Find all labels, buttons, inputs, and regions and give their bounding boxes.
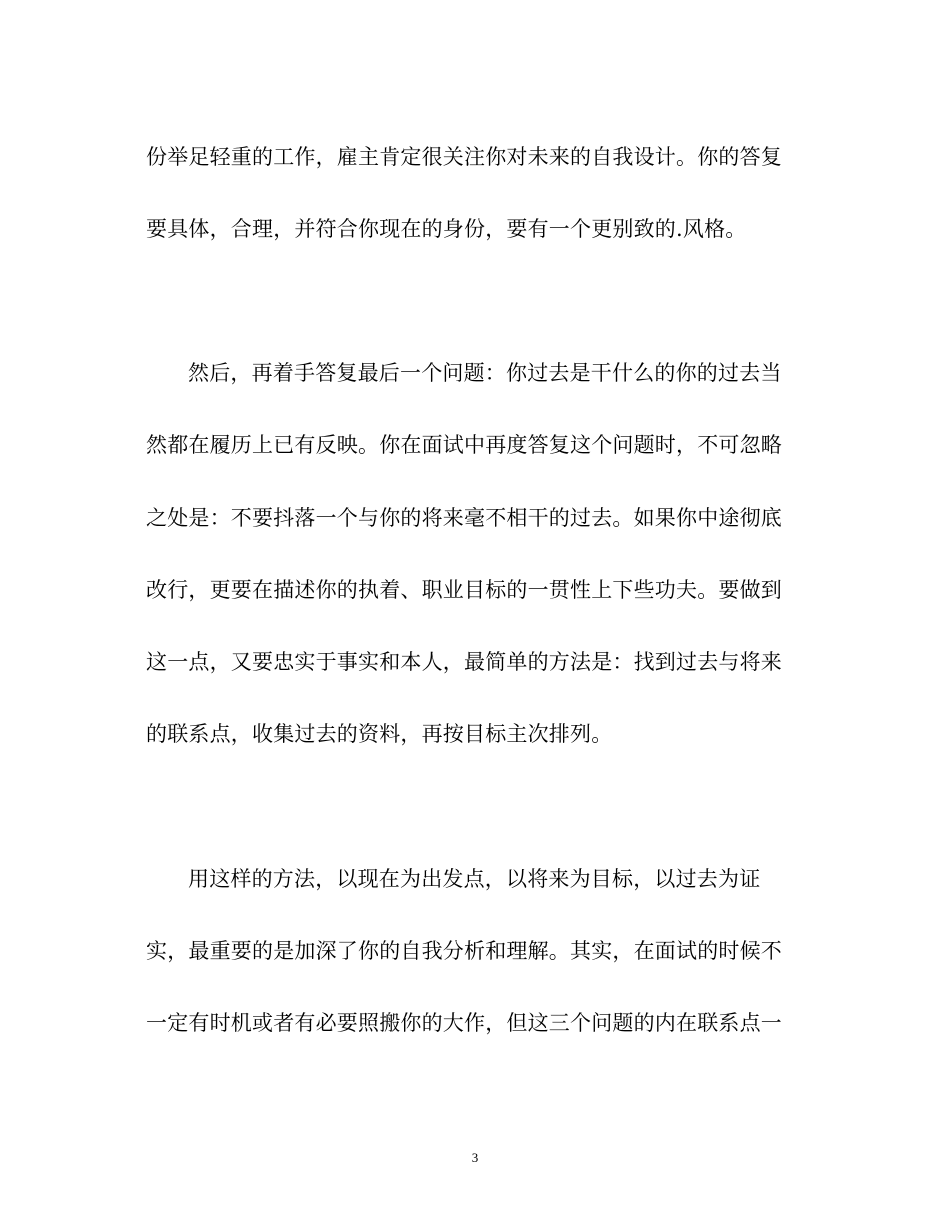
paragraph-3-line-1: 用这样的方法，以现在为出发点，以将来为目标，以过去为证 bbox=[188, 867, 761, 891]
paragraph-2-line-2: 然都在履历上已有反映。你在面试中再度答复这个问题时，不可忽略 bbox=[146, 433, 782, 457]
paragraph-2-line-6: 的联系点，收集过去的资料，再按目标主次排列。 bbox=[146, 722, 613, 746]
paragraph-2-line-3: 之处是：不要抖落一个与你的将来毫不相干的过去。如果你中途彻底 bbox=[146, 506, 782, 530]
paragraph-2-line-4: 改行，更要在描述你的执着、职业目标的一贯性上下些功夫。要做到 bbox=[146, 578, 782, 602]
paragraph-2-line-1: 然后，再着手答复最后一个问题：你过去是干什么的你的过去当 bbox=[188, 361, 782, 385]
page-number: 3 bbox=[471, 1150, 479, 1165]
paragraph-3-line-2: 实，最重要的是加深了你的自我分析和理解。其实，在面试的时候不 bbox=[146, 939, 782, 963]
paragraph-3-line-3: 一定有时机或者有必要照搬你的大作，但这三个问题的内在联系点一 bbox=[146, 1011, 782, 1035]
paragraph-2-line-5: 这一点，又要忠实于事实和本人，最简单的方法是：找到过去与将来 bbox=[146, 650, 782, 674]
paragraph-1-line-1: 份举足轻重的工作，雇主肯定很关注你对未来的自我设计。你的答复 bbox=[146, 145, 782, 169]
paragraph-1-line-2: 要具体，合理，并符合你现在的身份，要有一个更别致的.风格。 bbox=[146, 217, 747, 241]
